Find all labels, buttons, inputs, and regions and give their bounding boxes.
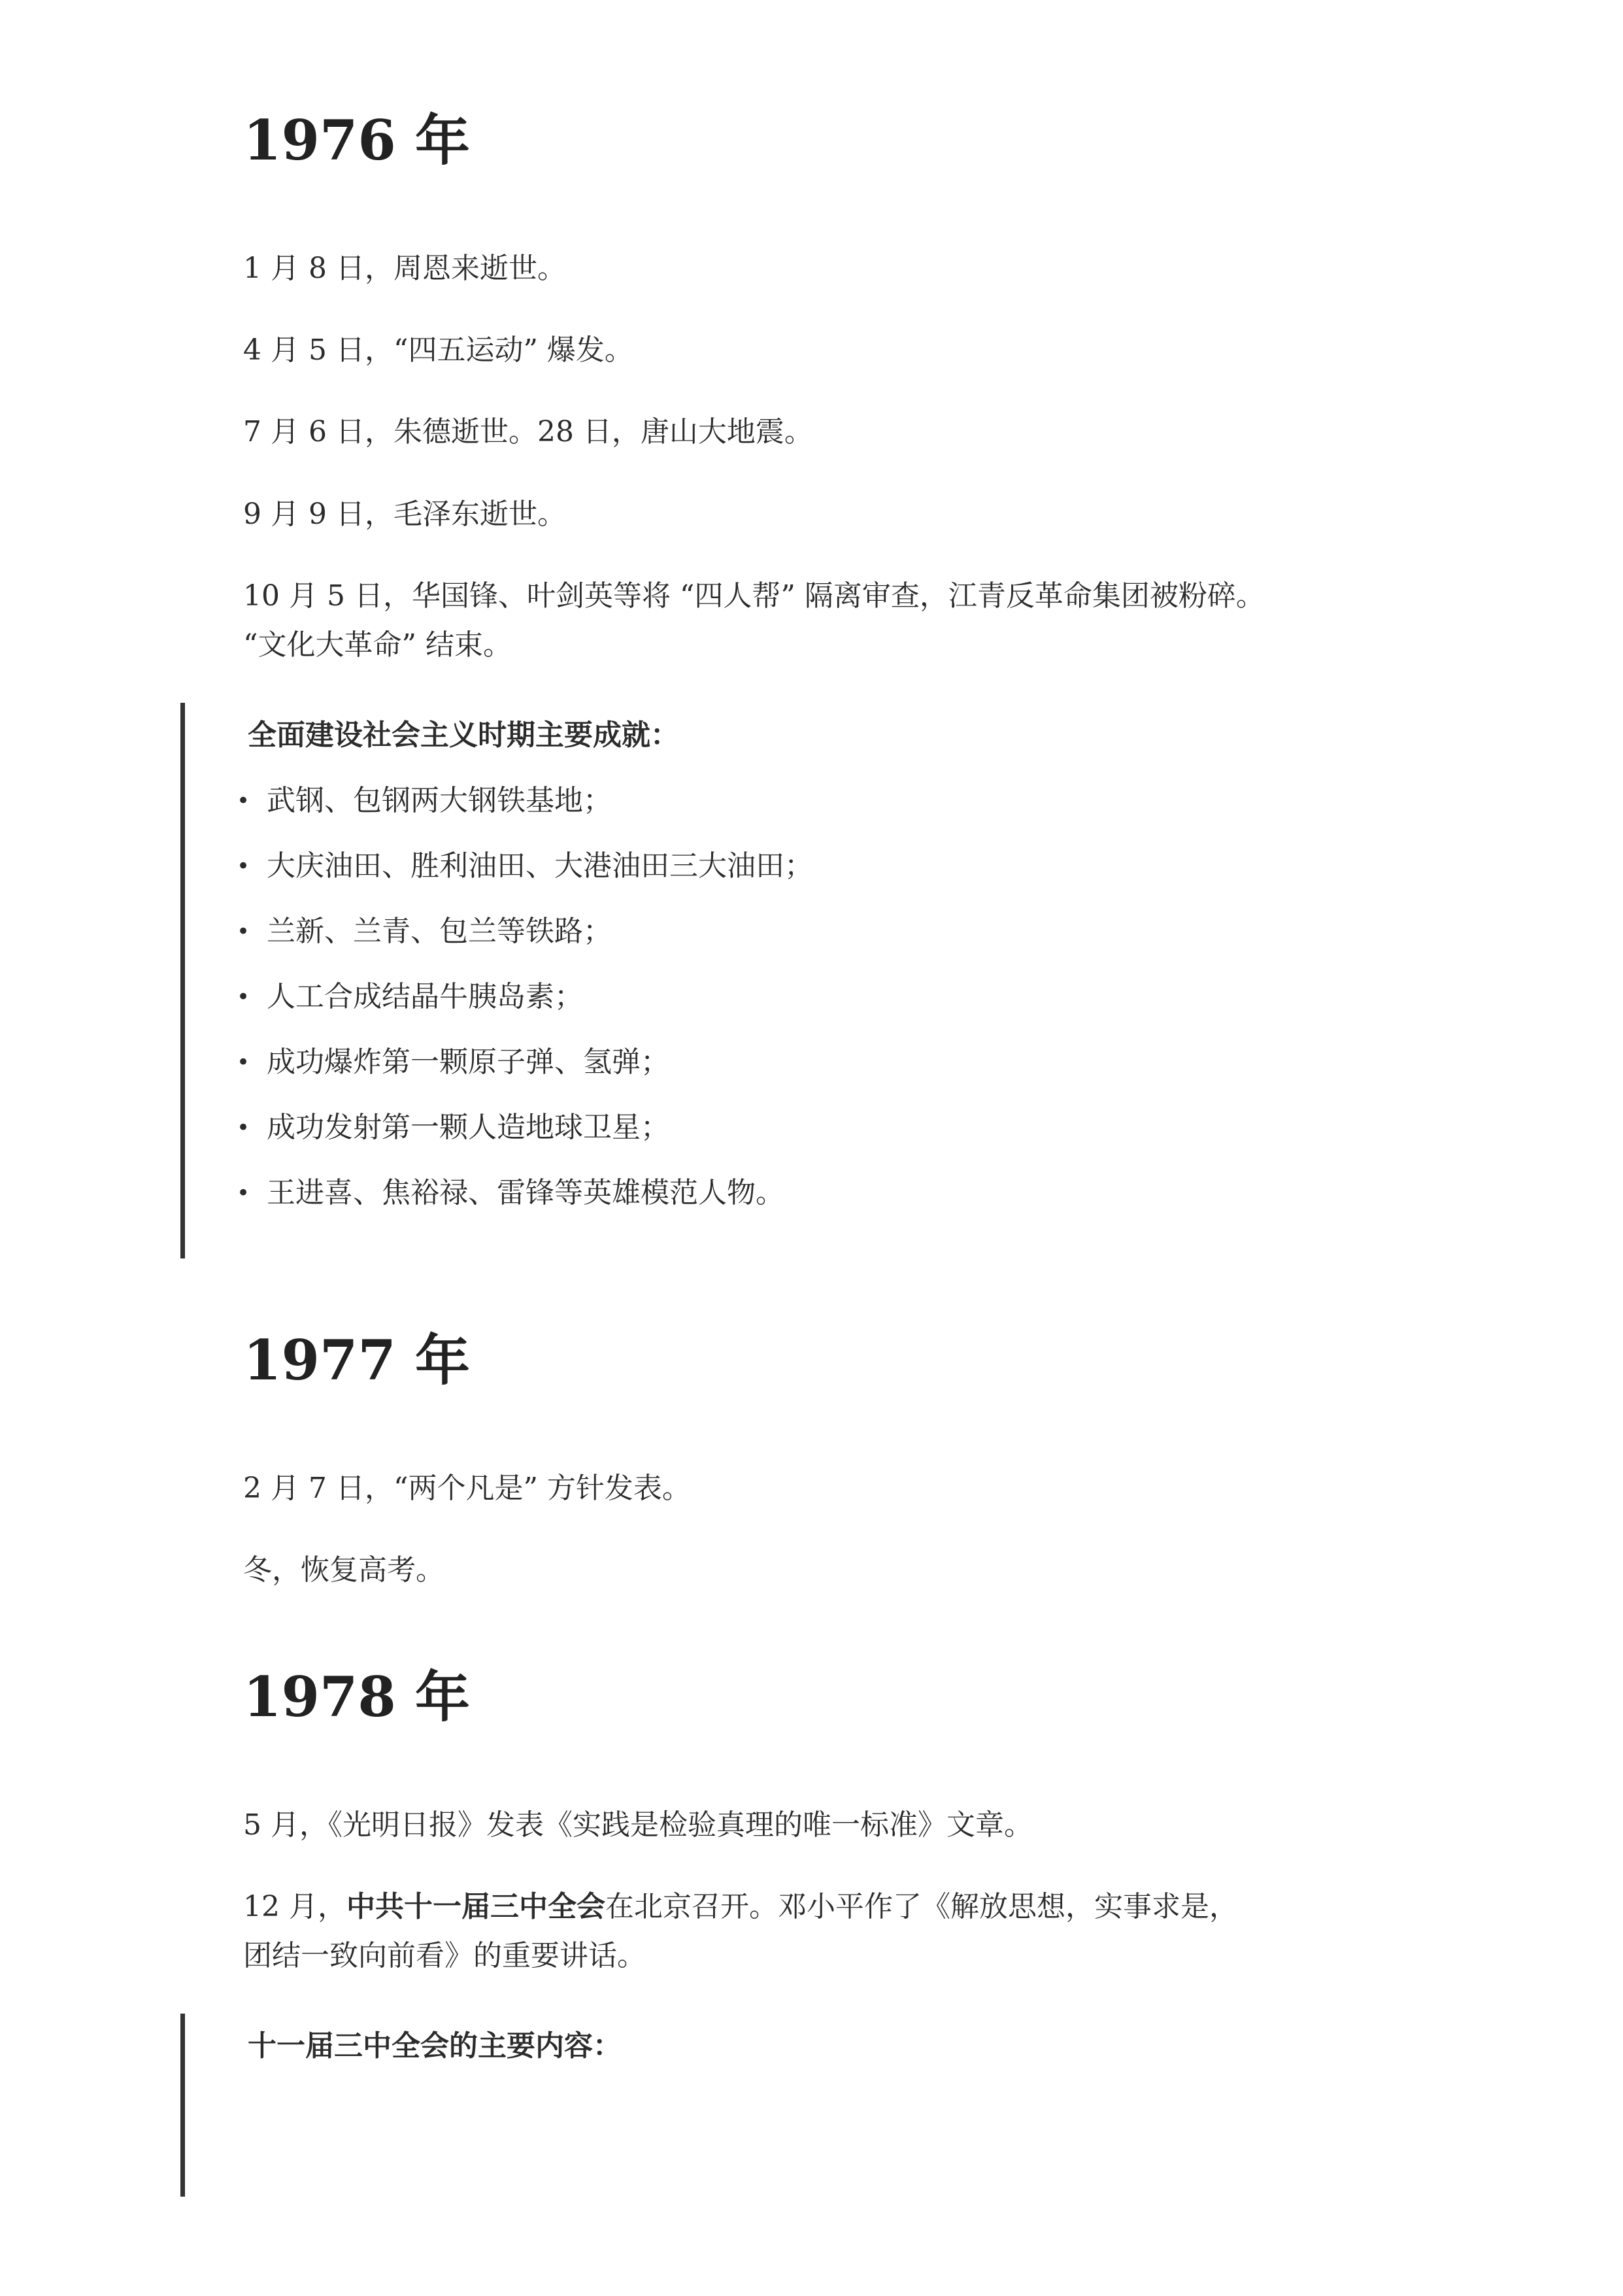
event-1977-winter: 冬，恢复高考。	[243, 1553, 444, 1587]
list-item: • 王进喜、焦裕禄、雷锋等英雄模范人物。	[185, 1173, 1296, 1239]
list-item: • 成功爆炸第一颗原子弹、氢弹；	[185, 1043, 1296, 1108]
achievements-title: 全面建设社会主义时期主要成就：	[248, 718, 679, 752]
event-1977-feb: 2 月 7 日，“两个凡是” 方针发表。	[243, 1472, 691, 1505]
event-1976-end: “文化大革命” 结束。	[243, 628, 512, 662]
bullet-icon: •	[237, 984, 250, 1010]
event-1978-dec: 12 月，中共十一届三中全会在北京召开。邓小平作了《解放思想，实事求是，	[243, 1890, 1238, 1923]
year-heading-1976: 1976 年	[243, 108, 471, 173]
bullet-icon: •	[237, 1180, 250, 1206]
list-item: • 武钢、包钢两大钢铁基地；	[185, 781, 1296, 847]
list-item: • 兰新、兰青、包兰等铁路；	[185, 912, 1296, 977]
event-1976-oct: 10 月 5 日，华国锋、叶剑英等将 “四人帮” 隔离审查，江青反革命集团被粉碎。	[243, 579, 1265, 613]
achievements-quote	[180, 703, 1407, 1258]
event-1978-may: 5 月，《光明日报》发表《实践是检验真理的唯一标准》文章。	[243, 1808, 1033, 1842]
event-1976-jul: 7 月 6 日，朱德逝世。28 日，唐山大地震。	[243, 415, 813, 448]
plenum-title: 十一届三中全会的主要内容：	[248, 2029, 622, 2063]
event-1978-dec-line2: 团结一致向前看》的重要讲话。	[243, 1939, 646, 1972]
achievements-list	[185, 781, 1296, 1239]
plenum-quote	[180, 2014, 1407, 2197]
list-item: • 成功发射第一颗人造地球卫星；	[185, 1108, 1296, 1173]
bullet-icon: •	[237, 788, 250, 814]
event-1976-apr: 4 月 5 日，“四五运动” 爆发。	[243, 333, 633, 367]
bullet-icon: •	[237, 919, 250, 945]
bullet-icon: •	[237, 853, 250, 879]
event-1976-jan: 1 月 8 日，周恩来逝世。	[243, 252, 566, 285]
list-item: • 人工合成结晶牛胰岛素；	[185, 977, 1296, 1043]
list-item: • 大庆油田、胜利油田、大港油田三大油田；	[185, 847, 1296, 912]
bullet-icon: •	[237, 1115, 250, 1141]
year-heading-1977: 1977 年	[243, 1328, 471, 1393]
event-1976-sep: 9 月 9 日，毛泽东逝世。	[243, 498, 566, 531]
plenum-name: 中共十一届三中全会	[346, 1890, 605, 1923]
year-heading-1978: 1978 年	[243, 1664, 471, 1729]
bullet-icon: •	[237, 1049, 250, 1075]
